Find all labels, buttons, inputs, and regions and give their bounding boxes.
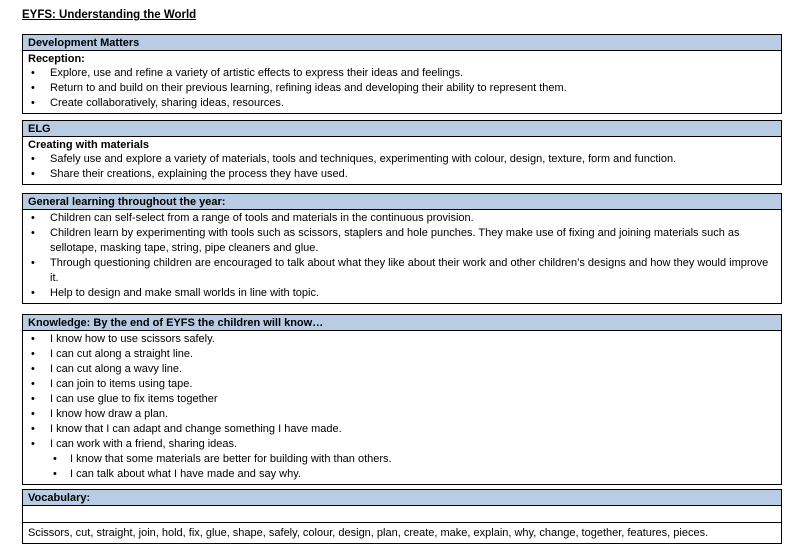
general-learning-section bbox=[22, 193, 782, 304]
list-item: • Children can self-select from a range of tools and materials in the continuous provision. bbox=[28, 211, 776, 226]
list-item: • Share their creations, explaining the process they have used. bbox=[28, 167, 776, 182]
development-matters-heading: Development Matters bbox=[23, 35, 781, 51]
development-matters-section bbox=[22, 34, 782, 114]
elg-section bbox=[22, 120, 782, 185]
list-item: • I can work with a friend, sharing ideas. bbox=[28, 437, 776, 452]
list-item: • Safely use and explore a variety of materials, tools and techniques, experimenting with colour, design, texture, form and function. bbox=[28, 152, 776, 167]
list-item: • Create collaboratively, sharing ideas, resources. bbox=[28, 96, 776, 111]
list-item: • I know how draw a plan. bbox=[28, 407, 776, 422]
vocabulary-section bbox=[22, 489, 782, 544]
list-item: • I know that I can adapt and change something I have made. bbox=[28, 422, 776, 437]
knowledge-section bbox=[22, 314, 782, 485]
general-learning-heading: General learning throughout the year: bbox=[23, 194, 781, 210]
list-item: • I know how to use scissors safely. bbox=[28, 332, 776, 347]
vocabulary-text: Scissors, cut, straight, join, hold, fix, glue, shape, safely, colour, design, plan, create, make, explain, why, change, together, features, pieces. bbox=[28, 527, 709, 539]
page-title: EYFS: Understanding the World bbox=[22, 9, 197, 21]
elg-heading: ELG bbox=[23, 121, 781, 137]
list-item: • I can use glue to fix items together bbox=[28, 392, 776, 407]
nested-list-item: • I know that some materials are better for building with than others. bbox=[28, 452, 776, 467]
list-item: • Explore, use and refine a variety of artistic effects to express their ideas and feelings. bbox=[28, 66, 776, 81]
knowledge-heading: Knowledge: By the end of EYFS the children will know… bbox=[23, 315, 781, 331]
vocabulary-divider bbox=[23, 506, 781, 523]
list-item: • I can join to items using tape. bbox=[28, 377, 776, 392]
list-item: • Children learn by experimenting with tools such as scissors, staplers and hole punches. They make use of fixing and joining materials such as sellotape, masking tape, string, pipe cleaners and glue. bbox=[28, 226, 776, 256]
list-item: • Help to design and make small worlds in line with topic. bbox=[28, 286, 776, 301]
vocabulary-heading: Vocabulary: bbox=[23, 490, 781, 506]
development-matters-subheading: Reception: bbox=[28, 53, 85, 65]
list-item: • Through questioning children are encouraged to talk about what they like about their work and other children’s designs and how they would improve it. bbox=[28, 256, 776, 286]
list-item: • Return to and build on their previous learning, refining ideas and developing their ability to represent them. bbox=[28, 81, 776, 96]
list-item: • I can cut along a straight line. bbox=[28, 347, 776, 362]
elg-subheading: Creating with materials bbox=[28, 139, 150, 151]
list-item: • I can cut along a wavy line. bbox=[28, 362, 776, 377]
nested-list-item: • I can talk about what I have made and say why. bbox=[28, 467, 776, 482]
